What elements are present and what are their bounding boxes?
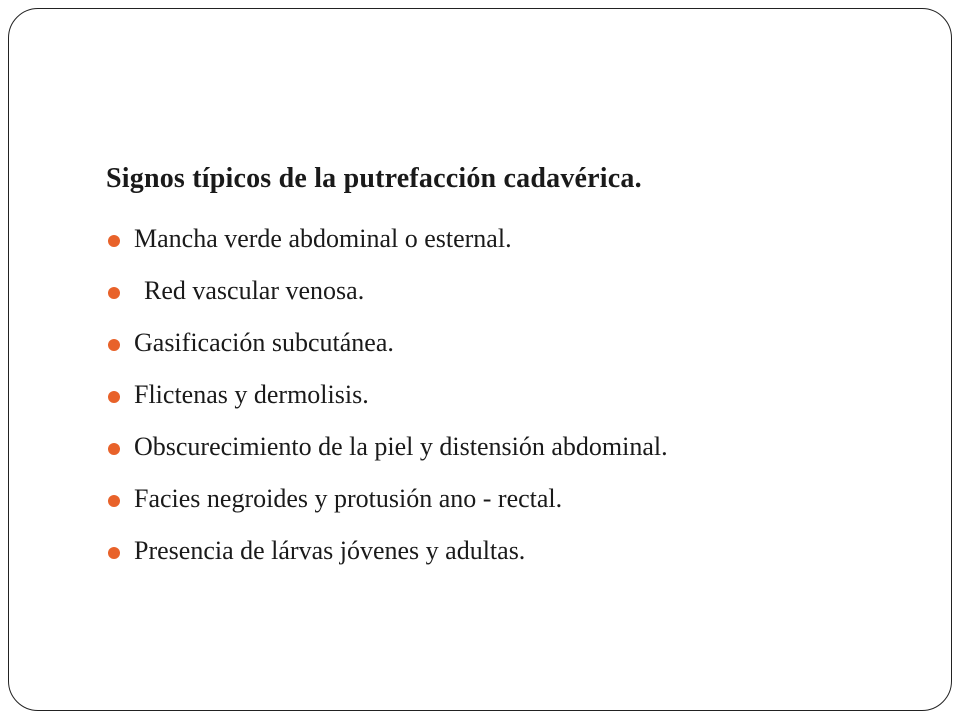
bullet-dot-icon bbox=[108, 547, 120, 559]
bullet-item-4 bbox=[106, 369, 906, 421]
bullet-text: Facies negroides y protusión ano - rectal. bbox=[134, 484, 563, 513]
bullet-dot-icon bbox=[108, 339, 120, 351]
bullet-text: Mancha verde abdominal o esternal. bbox=[134, 224, 512, 253]
bullet-item-5 bbox=[106, 421, 906, 473]
bullet-item-3 bbox=[106, 317, 906, 369]
bullet-item-2 bbox=[106, 265, 906, 317]
bullet-text: Presencia de lárvas jóvenes y adultas. bbox=[134, 536, 526, 565]
bullet-item-6 bbox=[106, 473, 906, 525]
bullet-text: Gasificación subcutánea. bbox=[134, 328, 394, 357]
bullet-text: Red vascular venosa. bbox=[144, 276, 365, 305]
bullet-dot-icon bbox=[108, 391, 120, 403]
bullet-dot-icon bbox=[108, 287, 120, 299]
bullet-text: Flictenas y dermolisis. bbox=[134, 380, 369, 409]
bullet-dot-icon bbox=[108, 443, 120, 455]
slide-content bbox=[106, 157, 906, 577]
bullet-list bbox=[106, 213, 906, 577]
bullet-dot-icon bbox=[108, 235, 120, 247]
slide-heading: Signos típicos de la putrefacción cadavérica. bbox=[106, 163, 642, 194]
bullet-item-7 bbox=[106, 525, 906, 577]
bullet-item-1 bbox=[106, 213, 906, 265]
bullet-dot-icon bbox=[108, 495, 120, 507]
bullet-text: Obscurecimiento de la piel y distensión abdominal. bbox=[134, 432, 668, 461]
